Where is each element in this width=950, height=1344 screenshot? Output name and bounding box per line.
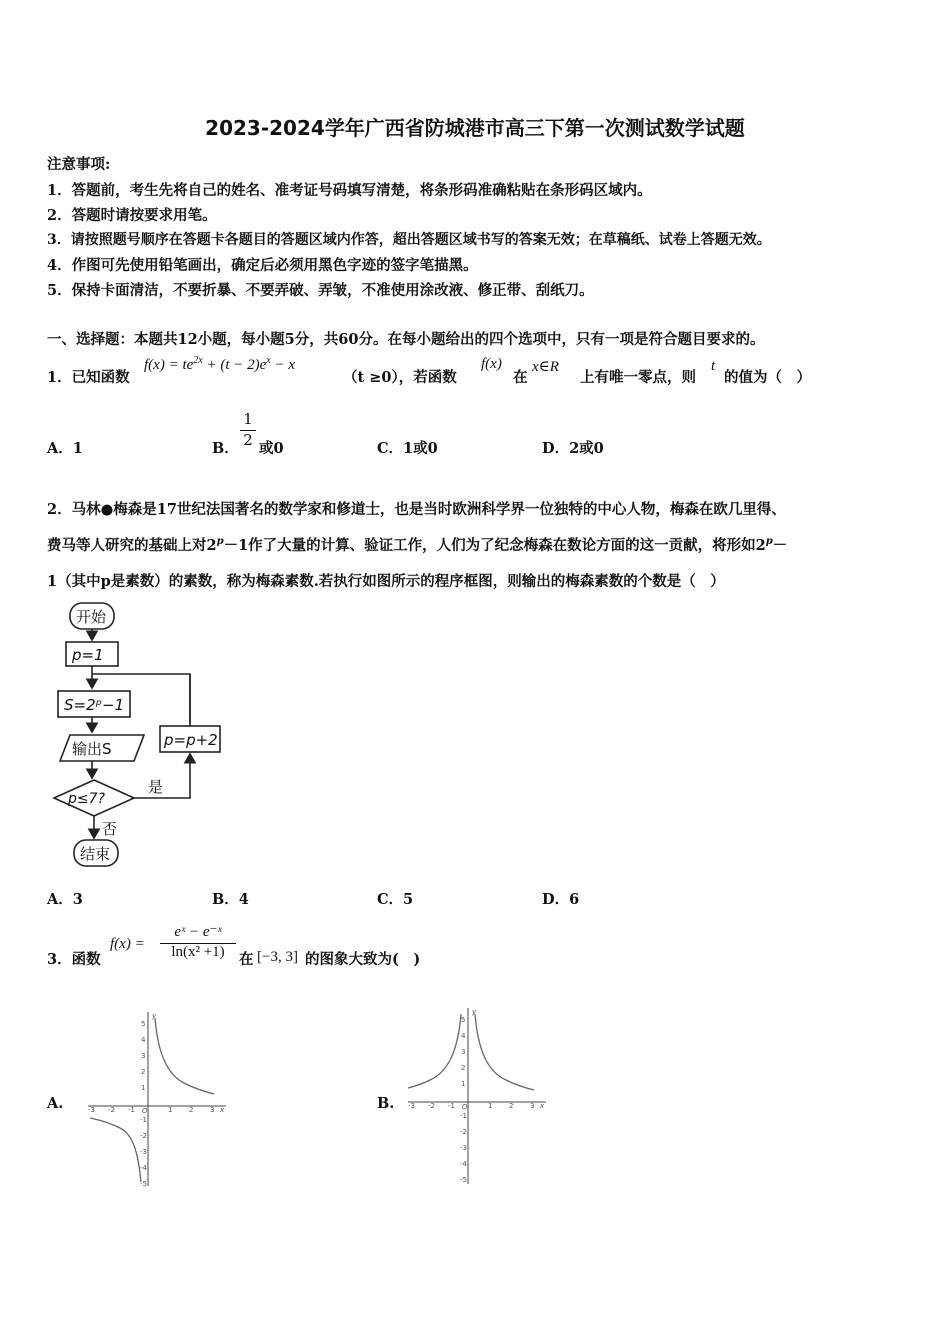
q2-option-a[interactable]: A．3 <box>47 891 83 908</box>
flow-increment-text: p=p+2 <box>164 731 218 749</box>
flow-yes-label: 是 <box>148 778 164 796</box>
x-tick: 2 <box>189 1106 194 1114</box>
notice-item: 1．答题前，考生先将自己的姓名、准考证号码填写清楚，将条形码准确粘贴在条形码区域内。 <box>47 182 652 199</box>
flow-init-text: p=1 <box>72 646 104 664</box>
x-tick: -3 <box>88 1106 95 1114</box>
curve-left <box>90 1118 141 1182</box>
q2-option-d[interactable]: D．6 <box>542 891 580 908</box>
notice-item: 2．答题时请按要求用笔。 <box>47 207 217 224</box>
y-tick: -1 <box>140 1116 147 1124</box>
y-tick: 1 <box>141 1084 146 1092</box>
y-tick: 1 <box>461 1080 466 1088</box>
y-tick: 4 <box>141 1036 146 1044</box>
q2-option-c[interactable]: C．5 <box>377 891 414 908</box>
q2-line3: 1（其中p是素数）的素数，称为梅森素数.若执行如图所示的程序框图，则输出的梅森素数的个数是（ ） <box>47 573 725 590</box>
y-tick: 2 <box>141 1068 146 1076</box>
y-tick: -4 <box>460 1160 467 1168</box>
q1-option-b-label: B． <box>212 440 239 457</box>
q2-line2-a: 费马等人研究的基础上对2 <box>47 537 217 554</box>
q1-option-d[interactable]: D．2或0 <box>542 440 604 457</box>
q1-option-b-tail: 或0 <box>259 440 284 457</box>
y-tick: -5 <box>460 1176 467 1184</box>
y-tick: -4 <box>140 1164 147 1172</box>
curve-right <box>155 1018 214 1094</box>
q3-option-a[interactable]: A. <box>47 1095 64 1112</box>
q2-line2-c: － <box>772 537 788 554</box>
q3-prefix: 3．函数 <box>47 951 101 968</box>
fraction-numerator: 1 <box>243 410 253 428</box>
y-tick: -3 <box>140 1148 147 1156</box>
origin-label: O <box>142 1107 148 1115</box>
x-tick: -2 <box>428 1102 435 1110</box>
q3-fraction <box>160 922 236 961</box>
y-tick: 3 <box>141 1052 146 1060</box>
curve-left <box>408 1014 461 1088</box>
curve-right <box>475 1014 534 1090</box>
q1-condition: （t ≥0），若函数 <box>343 369 457 386</box>
q1-fx: f(x) <box>481 356 502 372</box>
q3-option-b[interactable]: B. <box>377 1095 395 1112</box>
q1-prefix: 1．已知函数 <box>47 369 130 386</box>
x-tick: -1 <box>448 1102 455 1110</box>
y-tick: -5 <box>140 1180 147 1188</box>
q2-option-b[interactable]: B．4 <box>212 891 249 908</box>
y-axis-label: y <box>472 1008 477 1016</box>
q1-suffix: 上有唯一零点，则 <box>580 369 696 386</box>
x-axis-label: x <box>220 1106 225 1114</box>
flow-end-text: 结束 <box>80 845 111 863</box>
origin-label: O <box>462 1103 468 1111</box>
q1-option-c[interactable]: C．1或0 <box>377 440 438 457</box>
q2-sup-p: p <box>765 536 773 547</box>
q3-suffix: 的图象大致为( ) <box>305 951 421 968</box>
q2-line1: 2．马林●梅森是17世纪法国著名的数学家和修道士，也是当时欧洲科学界一位独特的中心人物，梅森在欧几里得、 <box>47 501 786 518</box>
page-title: 2023-2024学年广西省防城港市高三下第一次测试数学试题 <box>205 116 745 140</box>
x-tick: 1 <box>168 1106 173 1114</box>
q3-numerator: eˣ − e⁻ˣ <box>174 924 222 940</box>
x-axis-label: x <box>540 1102 545 1110</box>
q1-end: 的值为（ ） <box>724 369 811 386</box>
flow-no-label: 否 <box>102 820 118 838</box>
fraction-denominator: 2 <box>240 430 256 449</box>
y-tick: -2 <box>460 1128 467 1136</box>
q1-t: t <box>711 358 716 374</box>
q1-option-b-fraction <box>240 410 256 449</box>
q1-formula: $f(x) = te^{2x} + (t - 2)e^x - x$ <box>144 355 296 373</box>
x-tick: 3 <box>210 1106 215 1114</box>
x-tick: -3 <box>408 1102 415 1110</box>
q1-option-a[interactable]: A．1 <box>47 440 83 457</box>
flow-condition-text: p≤7? <box>68 791 105 807</box>
q3-mid: 在 <box>239 951 254 968</box>
q2-line2-b: －1作了大量的计算、验证工作，人们为了纪念梅森在数论方面的这一贡献，将形如2 <box>223 537 766 554</box>
x-tick: 3 <box>530 1102 535 1110</box>
notice-heading: 注意事项: <box>47 156 111 173</box>
notice-item: 5．保持卡面清洁，不要折暴、不要弄破、弄皱，不准使用涂改液、修正带、刮纸刀。 <box>47 282 594 299</box>
x-tick: 1 <box>488 1102 493 1110</box>
q3-graph-a <box>82 1010 232 1190</box>
q3-graph-b <box>402 1006 552 1188</box>
q1-domain: x∈R <box>532 359 559 375</box>
notice-item: 4．作图可先使用铅笔画出，确定后必须用黑色字迹的签字笔描黑。 <box>47 257 478 274</box>
y-axis-label: y <box>152 1012 157 1020</box>
flow-calc-text: S=2ᵖ−1 <box>64 696 125 714</box>
section-heading: 一、选择题：本题共12小题，每小题5分，共60分。在每小题给出的四个选项中，只有一项是符合题目要求的。 <box>47 331 765 348</box>
x-tick: 2 <box>509 1102 514 1110</box>
q3-denominator: ln(x² +1) <box>160 943 236 961</box>
notice-item: 3．请按照题号顺序在答题卡各题目的答题区域内作答，超出答题区域书写的答案无效；在草稿纸、试卷上答题无效。 <box>47 232 771 248</box>
y-tick: -1 <box>460 1112 467 1120</box>
q2-flowchart <box>50 598 230 873</box>
q1-option-b[interactable] <box>212 437 239 458</box>
flow-output-text: 输出S <box>72 740 112 758</box>
q3-fx: f(x) = <box>110 936 145 952</box>
flow-start-text: 开始 <box>76 608 107 626</box>
y-tick: 4 <box>461 1032 466 1040</box>
y-tick: -2 <box>140 1132 147 1140</box>
q3-interval: [−3, 3] <box>257 949 298 965</box>
y-tick: 3 <box>461 1048 466 1056</box>
q1-mid: 在 <box>513 369 528 386</box>
x-tick: -1 <box>128 1106 135 1114</box>
y-tick: -3 <box>460 1144 467 1152</box>
q2-sup-p: p <box>216 536 224 547</box>
q2-line2 <box>47 534 787 555</box>
y-tick: 5 <box>141 1020 146 1028</box>
y-tick: 2 <box>461 1064 466 1072</box>
x-tick: -2 <box>108 1106 115 1114</box>
y-tick: 5 <box>461 1016 466 1024</box>
